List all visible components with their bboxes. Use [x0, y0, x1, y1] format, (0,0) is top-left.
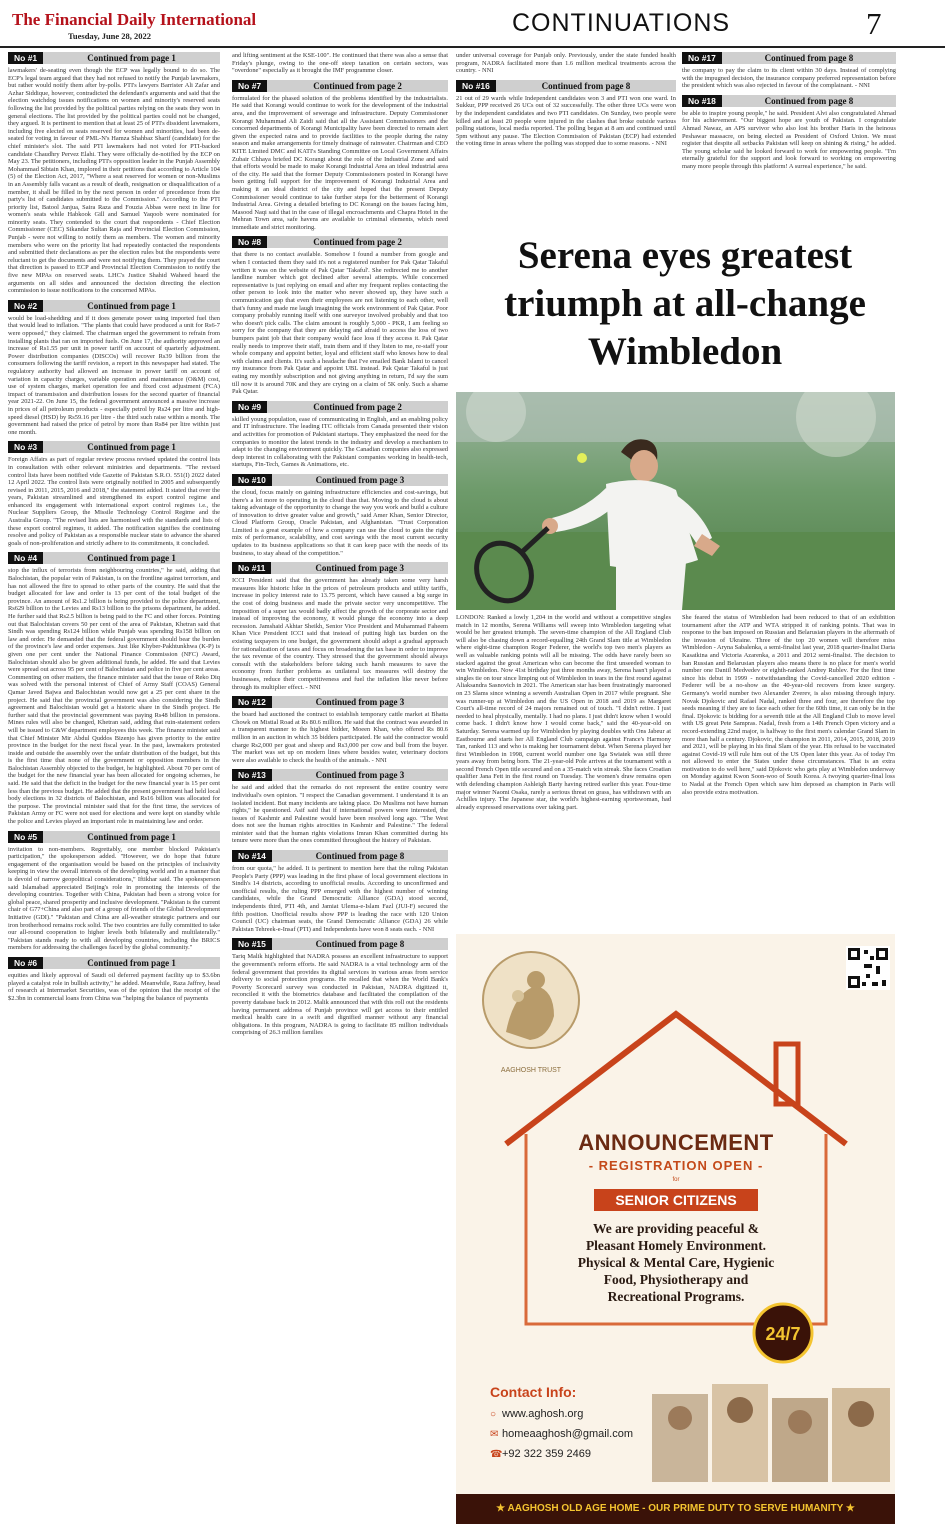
paper-title: The Financial Daily International	[12, 10, 257, 29]
continued-from-label: Continued from page 8	[541, 80, 631, 91]
continued-from-label: Continued from page 8	[764, 53, 854, 63]
continuation-block	[456, 52, 676, 75]
continued-from-label: Continued from page 1	[87, 553, 176, 564]
continuation-header	[682, 95, 896, 107]
continuation-header	[682, 52, 896, 64]
issue-date: Tuesday, June 28, 2022	[68, 31, 152, 41]
continuation-text: Tariq Malik highlighted that NADRA possess an excellent infrastructure to support the government's reform efforts. He said NADRA is a vital technology arm of the federal government that provides its digital services in various areas from service delivery to social protection programs. He recalled that when the World Bank's Poverty Scorecard survey was conducted in Pakistan, NADRA digitized it, reconciled it with the biometrics database and facilitated the compilation of the poverty database back in 2012. Malik announced that with this roll out the residents having permanent address of Punjab province will get access to their entitled medical health care in a swift and dignified manner without any financial obligations. In this program, NADRA is going to facilitate 85 million individuals comprising of 26.3 million families	[232, 953, 448, 1037]
continuation-number: No #5	[8, 831, 43, 843]
continuation-header	[8, 957, 220, 969]
continuation-text: 21 out of 29 wards while Independent candidates won 3 and PTI won one ward. In Sukkur, PPP received 26 UCs out of 32 successfully. The other three UCs were won by the independent candidates and two PTI candidates. On Sunday, two people were killed and at least 20 people were injured in the clashes that broke outside various polling stations, local media reported. The polling began at 8 am and continued until 5pm without any pause. The Election Commission of Pakistan (ECP) had extended the voting time in areas where the polling was stopped due to some reasons. - NNI	[456, 94, 676, 148]
email-link[interactable]: ✉ homeaaghosh@gmail.com	[490, 1428, 634, 1440]
continuation-text: the board had auctioned the contract to establish temporary cattle market at Bhatta Chowk on Mistial Road at Rs 80.6 million. He said that the contract was awarded in a transparent manner to the highest bidder, Moeen Khan, who offered Rs 80.6 million in an auction in which 35 bidders participated. He said the contractor would charge Rs2,000 per goat and sheep and Rs3,000 per cow and bull from the buyer. The market was set up on modern lines where besides water, veterinary doctors were also available to check the health of the animals. - NNI	[232, 711, 448, 764]
continuation-block	[232, 52, 448, 75]
continuation-header	[8, 831, 220, 843]
continued-from-label: Continued from page 1	[87, 957, 176, 968]
continuation-text: he said and added that the remarks do not represent the entire country were individual's own opinion. "I respect the Canadian government. I understand it is an isolated incident. But many incidents are taking place. Do Muslims not have human rights," he questioned. Asif said that if international powers were interested, the issues of Kashmir and Palestine would have been resolved long ago. "The West does not see the human rights atrocities in Kashmir and Palestine." The federal minister said that the human rights violations Imran Khan committed during his tenure were more than the ones committed throughout the history of Pakistan.	[232, 784, 448, 845]
continuation-text: and lifting sentiment at the KSE-100". He continued that there was also a sense that Friday's plunge, owing to the one-off steep taxation on certain sectors, was "overdone" especially as it brought the IMF programme closer.	[232, 52, 448, 75]
continuation-text: equities and likely approval of Saudi oil deferred payment facility up to $3.6bn played a catalyst role in bullish activity," he added. Meanwhile, Raza Jaffrey, head of research at Intermarket Securities, was of the opinion that the receipt of the $2.3bn in commercial loans from China was "helping the balance of payments	[8, 971, 220, 1002]
continuation-header	[8, 552, 220, 564]
continuation-number: No #18	[682, 95, 722, 107]
continuation-block	[8, 957, 220, 1002]
continuation-header	[232, 236, 448, 248]
continuation-block	[232, 236, 448, 395]
continuation-number: No #12	[232, 696, 272, 708]
phone-link[interactable]: ☎+92 322 359 2469	[490, 1448, 592, 1460]
continuation-text: under universal coverage for Punjab only. Previously, under the state funded health program, NADRA facilitated more than 1.6 million medical treatments across the country. - NNI	[456, 52, 676, 75]
continued-from-label: Continued from page 3	[315, 474, 405, 485]
continuation-text: Foreign Affairs as part of regular review process revised updated the control lists in consultation with other relevant ministries and departments. "The revised control lists have been notified vide Gazette of Pakistan S.R.O. 551(I) 2022 dated 12 April 2022. The control lists were originally notified in 2005 and subsequently revised in 2011, 2015, 2016 and 2018," the statement added. It stated that over the years, Pakistan streamlined and strengthened its export control regime and enhanced its engagement with international export control regimes i.e., the Nuclear Suppliers Group, the Missile Technology Control Regime and the Australia Group. "The revised lists are harmonised with the standards and lists of these export control regimes, it added. The notification signifies the continuing resolve and policy of Pakistan as a responsible nuclear state to advance the shared goals of non-proliferation and strictly adhere to its commitments, it concluded.	[8, 456, 220, 547]
continuation-header	[456, 80, 676, 92]
continued-from-label: Continued from page 3	[315, 697, 405, 708]
continued-from-label: Continued from page 8	[315, 851, 405, 862]
continuation-header	[232, 562, 448, 574]
aaghosh-advertisement	[456, 934, 895, 1524]
continuation-number: No #2	[8, 300, 43, 312]
continuation-block	[232, 938, 448, 1037]
senior-photos-collage	[652, 1374, 892, 1486]
continued-from-label: Continued from page 8	[764, 95, 854, 106]
continuation-block	[232, 80, 448, 232]
section-title: CONTINUATIONS	[512, 9, 731, 37]
aaghosh-logo	[476, 940, 586, 1080]
for-label: for	[672, 1177, 680, 1183]
tennis-photo	[456, 392, 895, 610]
continued-from-label: Continued from page 1	[87, 831, 176, 842]
continuation-text: skilled young population, ease of communicating in English, and an enabling policy and IT infrastructure. The leading ITC officials from Canada presented their vision and activities for promotion of Pakistani startups. They emphasized the need for the companies to monitor the latest trends in the industry and develop a mechanism to adapt to the changing environment quickly. The Canadian companies also expressed deep interest in collaborating with the Pakistani companies working in health-tech, startups, Fin-Tech, Games & Animations, etc.	[232, 415, 448, 469]
continuation-number: No #1	[8, 52, 43, 64]
continuation-text: be able to inspire young people," he said. President Alvi also congratulated Ahmad for his achievement. "Our biggest hope are youth of Pakistan. I congratulate Ahmad Nawaz, an APS survivor who also lost his brother Haris in the heinous Peshawar massacre, on being elected as President of Oxford Union. We must register that despite all setbacks Pakistan will keep on shining & rising," he added. The young scholar said he looked forward to work for empowering people. "I'm eternally grateful for the support and look forward to working on empowering many more people through this platform! A surreal experience," he said.	[682, 109, 896, 170]
page-number: 7	[866, 6, 882, 41]
continued-from-label: Continued from page 2	[313, 80, 402, 91]
column-4	[682, 52, 896, 234]
globe-icon: ○	[490, 1409, 497, 1420]
continuation-block	[8, 52, 220, 295]
star-icon: ★	[845, 1503, 855, 1514]
logo-text: AAGHOSH TRUST	[500, 1067, 562, 1074]
website-link[interactable]: ○ www.aghosh.org	[490, 1408, 584, 1420]
contact-info-title: Contact Info:	[490, 1384, 577, 1400]
continuation-number: No #6	[8, 957, 43, 969]
continued-from-label: Continued from page 3	[315, 770, 405, 781]
continuation-text: invitation to non-members. Regrettably, one member blocked Pakistan's participation," the spokesperson added. "However, we do hope that future engagement of the organisation would be based on the principles of inclusivity keeping in view the overall interests of the developing world and in a manner that is devoid of narrow geopolitical considerations," Iftikhar said. The spokesperson said Islamabad appreciated Beijing's role in promoting the interests of the developing countries. Together with China, Pakistan had been a strong voice for global peace, shared prosperity and inclusive development. "Pakistan is the current chair of G77+China and also part of a group of friends of the Global Development Initiative (GDI)." "Pakistan and China are all-weather strategic partners and our iron brotherhood remains rock solid. The two countries are fully committed to take our all-round cooperation to higher levels both bilaterally and multilaterally." "Pakistan stands ready to with all developing countries, including the BRICS members for addressing the challenges faced by the global community."	[8, 845, 220, 952]
twenty-four-seven-badge	[752, 1302, 814, 1364]
qr-code[interactable]	[846, 946, 890, 990]
continuation-header	[232, 850, 448, 862]
continuation-block	[232, 769, 448, 845]
continuation-block	[232, 474, 448, 557]
continuation-text: the cloud, focus mainly on gaining infrastructure efficiencies and cost-savings, but there's a lot more to operating in the cloud than that. Moving to the cloud is about taking advantage of the opportunity to change the way you work and build a culture of innovation to drive greater value and growth," said Amer Khan, Senior Director, Cloud Platform Group, Oracle Pakistan, and Afghanistan. "Trust Corporation Limited is a great example of how a company can use the cloud to gain the right mix of performance, scalability, and cost savings with the most current security updates to its business applications so that it can keep pace with the needs of its business, to stay ahead of the competition."	[232, 488, 448, 557]
continued-from-label: Continued from page 2	[313, 401, 402, 412]
continuation-block	[456, 80, 676, 148]
continuation-header	[232, 401, 448, 413]
continued-from-label: Continued from page 3	[315, 563, 404, 574]
continuation-header	[232, 769, 448, 781]
continuation-block	[8, 552, 220, 825]
continuation-number: No #10	[232, 474, 272, 486]
continuation-block	[232, 696, 448, 764]
continuation-number: No #7	[232, 80, 267, 92]
continuation-block	[232, 850, 448, 933]
continuation-number: No #11	[232, 562, 271, 574]
continuation-block	[8, 441, 220, 547]
senior-citizens-banner: SENIOR CITIZENS	[594, 1189, 758, 1211]
continuation-header	[8, 300, 220, 312]
continued-from-label: Continued from page 8	[315, 939, 405, 950]
continued-from-label: Continued from page 1	[87, 300, 176, 311]
feature-story-left: LONDON: Ranked a lowly 1,204 in the world and without a competitive singles match in 12 months, Serena Williams will sweep into Wimbledon targeting what would be her greatest triumph. The seven-time champion of the All England Club will also be chasing down a record-equalling 24th Grand Slam title at Wimbledon where eight-time champion Roger Federer, the world's top two men's players as well as valuable ranking points will all be missing. The odds have rarely been so stacked against the great American who can become the first unseeded woman to win Wimbledon. Now 41st birthday just three months away, Serena hasn't played a singles tie on tour since limping out of Wimbledon in tears in the first round against Aliaksandra Sasnovich in 2021. The American star has been frustratingly marooned on 23 Slams since winning a seventh Australian Open in 2017 while pregnant. She was runner-up at Wimbledon and the US Open in 2018 and 2019 as Margaret Court's all-time record of 24 majors remained out of touch. "I didn't retire. I just needed to heal physically, mentally. I had no plans. I just didn't know when I would come back. I didn't know how I would come back," said the 40-year-old on Saturday. Serena warmed up for Wimbledon by playing doubles with Ons Jabeur at Eastbourne and starts her All England Club campaign against France's Harmony Tan, ranked 113 and who is making her tournament debut. When Serena played her first Wimbledon in 1998, current world number one Iga Swiatek was still three years away from being born. The 21-year-old Pole arrives at the tournament with a second French Open title secured and on a 35-match win streak. She faces Croatian qualifier Jana Fett in the first round on Tuesday. The women's draw remains open with defending champion Ashleigh Barty having retired earlier this year. Four-time major winner Naomi Osaka, rarely a serious threat on grass, has withdrawn with an Achilles injury. The Japanese star, the world's highest-earning sportswoman, had already expressed reservations over taking part.	[456, 614, 671, 811]
feature-headline: Serena eyes greatest triumph at all-change Wimbledon	[504, 234, 866, 373]
continuation-header	[232, 474, 448, 486]
continuation-block	[8, 831, 220, 952]
ad-body-text: We are providing peaceful & Pleasant Homely Environment. Physical & Mental Care, Hygienic Food, Physiotherapy and Recreational Programs.	[577, 1221, 775, 1304]
continuation-text: formulated for the phased solution of the problems identified by the industrialists. He said that Korangi would continue to work for the development of the industrial area, and the improvement of sewerage and infrastructure. Deputy Commissioner Korangi Muhammad Ali Zaidi said that all the Assistant Commissioners and the concerned departments of Korangi Municipality have been directed to remain alert given the expected rains and to provide facilities to the people during the rainy season and make arrangements for timely drainage of rainwater. Chairman and CEO KITE Limited DMC and KATI's Standing Committee on Local Government Affairs Zubair Chhaya briefed DC Korangi about the role of the Industrial Zone and said that efforts would be made to make Korangi Industrial Area an ideal industrial area of the city. He said that the former Deputy Commissioners posted in Korangi have been getting full support for the improvement of Korangi Industrial Area and making it an ideal district of the city and hoped that the present Deputy Commissioner would continue to take further steps for the betterment of Korangi Industrial Area. Giving a detailed briefing to DC Korangi on the issues facing him, Masood Naqi said that in the case of illegal encroachments and Chapra Hotel in the Mehran Town area, safe havens are available to criminal elements, which need immediate and strict monitoring.	[232, 94, 448, 231]
continued-from-label: Continued from page 2	[313, 237, 402, 248]
registration-open-label: - REGISTRATION OPEN -	[588, 1158, 764, 1173]
continuation-number: No #13	[232, 769, 272, 781]
continued-from-label: Continued from page 1	[87, 53, 176, 63]
feature-story-right: She feared the status of Wimbledon had been reduced to that of an exhibition tournament after the ATP and WTA stripped it of ranking points. That was in response to the ban imposed on Russian and Belarusian players in the aftermath of the invasion of Ukraine. Three of the top 20 women will therefore miss Wimbledon - Aryna Sabalenka, a semi-finalist last year, 2018 quarter-finalist Daria Kasatkina and Victoria Azarenka, a 2011 and 2012 semi-finalist. The decision to ban Russian and Belarusian players also means there is no place for men's world number one Daniil Medvedev or eighth-ranked Andrey Rublev. For the first time since his debut in 1999 - notwithstanding the Covid-cancelled 2020 edition - Federer will be a no-show as the 40-year-old recovers from knee surgery. Germany's world number two Alexander Zverev, is also missing through injury. Novak Djokovic and Rafael Nadal, ranked three and four, are therefore the top seeds meaning if they are to face each other for the 60th time, it can only be in the final. Djokovic is bidding for a seventh title at the All England Club to move level with US great Pete Sampras. Nadal, fresh from a 14th French Open victory and a record-extending 22nd major, is halfway to the first men's calendar Grand Slam in more than half a century. Djokovic, the champion in 2011, 2014, 2015, 2018, 2019 and 2021, will be playing in his final Slam of the year. His refusal to be vaccinated against Covid-19 will rule him out of the US Open later this year. As of today I'm not allowed to enter the States under these circumstances. That is an extra motivation to do well here," said Djokovic who gets play at Wimbledon underway on Monday against Kwon Soon-woo of South Korea. A twoying quarter-final loss to Nadal at the French Open which saw him deposed as champion in Paris will also provide extra motivation.	[682, 614, 895, 796]
column-3	[456, 52, 676, 234]
continuation-block	[232, 562, 448, 691]
column-1	[8, 52, 220, 1524]
ad-footer-banner: ★ AAGHOSH OLD AGE HOME - OUR PRIME DUTY TO SERVE HUMANITY ★	[456, 1494, 895, 1524]
phone-icon: ☎	[490, 1449, 503, 1460]
continuation-text: stop the influx of terrorists from neighbouring countries," he said, adding that Balochistan, the popular vein of Pakistan, is on the frontline against terrorism, and has not allowed the fire to spread to other parts of the country. He said that the budget allocated for law and order is 13 per cent of the total budget of the province. An amount of Rs1.2 billion is being provided to the police department, Rs629 billion to the Levies and Rs13 billion to the prisons department, he added. He further said that Rs2.5 billion is being paid to the FC and other forces. Pointing out that Balochistan covers 50 per cent of the area of Pakistan, Khetran said that Sindh was spending Rs124 billion while Punjab was spending Rs158 billion on law and order. He demanded that the federal government should bear the burden of the province's law and order expenses. Just like Khyber-Pakhtunkhwa (K-P) is given one per cent under the National Finance Commission (NFC) Award, Balochistan should also be given additional funds, he added. He said that Levies were spread out across 95 per cent of Balochistan and police in five per cent areas. Commenting on other matters, the finance minister said that the issue of Reko Diq was solved with the personal interest of Chief of Army Staff (COAS) General Qamar Javed Bajwa and Balochistan would now get a 25 per cent share in the project. He said that the provincial government was also considering the Sindh agreement and Balochistan would get a historic share in the Sindh project. He further said that the provincial government was paying Rs48 billion in pensions. Mines rules will also be changed, Khetran said, adding that ruin-statement orders will be issued to C&W department employees this week. The finance minister said that Chief Minister Mir Abdul Quddos Bizenjo has given priority to the entire province in the budget for the next fiscal year. In the past, lawmakers protested inside and outside the assembly over the unfair distribution of the budget, but this is the first time that none of the government or opposition members in the Balochistan Assembly objected to the budget, he highlighted. About 70 per cent of the budget for the new financial year has been allocated for ongoing schemes, he said. He said that the deficit in the budget for the new financial year is 15 per cent less than the previous budget. He added that the present government had held local body elections in 32 districts of Balochistan, and Rs16 billion was allocated for the purpose. The provincial minister said that for the first time, the services of Pakistan Army or FC were not used for elections and were kept on standby while the police and Levies played an important role in maintaining law and order.	[8, 567, 220, 826]
continuation-header	[232, 80, 448, 92]
continuation-text: the company to pay the claim to its client within 30 days. Instead of complying with the impugned decision, the insurance company preferred representation before the president which was also rejected in favour of the complainant. - NNI	[682, 67, 896, 90]
continuation-text: ICCI President said that the government has already taken some very harsh measures like historic hike in the prices of petroleum products and utility tariffs, increase in policy interest rate to 13.75 percent, which have caused a big surge in the cost of doing business and made the private sector very uncompetitive. The imposition of a super tax would badly affect the growth of the corporate sector and instead of improving the economy, it would plunge the economy into a deep recession. Jamshaid Akhtar Sheikh, Senior Vice President and Muhammad Faheem Khan Vice President ICCI said that instead of putting high tax burden on the existing taxpayers in one budget, the government should adopt a gradual approach for rationalization of taxes and focus on broadening the tax base in order to improve the tax revenue of the country. They stressed that the government should always consult with the stakeholders before taking such harsh measures to save the economy from further problems as unilateral tax measures will destroy the businesses, reduce their competitiveness and fuel the inflation like never before through its multiplier effect. - NNI	[232, 577, 448, 691]
continuation-text: lawmakers' de-seating even though the ECP was legally bound to do so. The ECP's legal team argued that they had not refused to notify the Punjab lawmakers, but rather would notify them after by-polls. PTI's lawyers Barrister Ali Zafar and Azhar Siddique, however, contradicted the defendant's arguments and said that the election watchdog issues notifications on women and minority's reserved seats following the list provided by the political parties relying on the seats they won in general elections. The list provided by the political parties could not be changed, they argued. It is pertinent to mention that at least 25 of PTI's dissident lawmakers, including five elected on seats reserved for women and minorities, had been de-seated for voting in favour of PML-N's Hamza Shahbaz Sharif (candidate) for the chief minister's slot. The said PTI lawmakers had not voted for PTI-backed candidate Chaudhry Pervez Elahi. They were officially de-notified by the ECP on May 23. The petitioners, including PTI's opposition leader in the Punjab Assembly Mohammad Sibtain Khan, implored in their petitions that according to Article 104 (5) of the Election Act, 2017, "Where a seat reserved for women or non-Muslims in an Assembly falls vacant as a result of death, resignation or disqualification of a member, it shall be filled in by the next person in order of precedence from the party's list of candidates submitted to the Commission." According to the PTI priority list, Batool Janjua, Saira Raza and Fouzia Abbas were next in line for women's seats while Habkook Gill and Samuel Yaqoob were nominated for minority seats. They contended to the court that respondents - Chief Election Commissioner (CEC) Sikandar Sultan Raja and Provincial Election Commission, Punjab - were not willing to notify them as members. The women and minority members who were on the priority list had repeatedly contacted the respondents and submitted their declarations as per the election rules but the respondents were reluctant to get the documents and were not notifying them. They prayed the court that direction is passed to ECP and Provincial Election Commission to notify the five new MPAs on reserved seats. LHC's Justice Shahid Waheed heard the arguments on all sides and announced the decision directing the election commission to issue notifications to the concerned MPAs.	[8, 67, 220, 295]
continued-from-label: Continued from page 1	[87, 442, 176, 453]
continuation-header	[8, 441, 220, 453]
continuation-text: that there is no contact available. Somehow I found a number from google and when I contacted them they said it's not a registered number for Pak Qatar Takaful written it was on the website of Pak Qatar 'Takaful'. She redirected me to another landline number which got declined after several attempts. While concerned representative is just replying on email and after my frequent replies contacting the other person to look into the matter who never showed up, they have such a communication gap that even their employees are not listening to each other, well that's funny and made me laugh imagining the work environment of Pak Qatar. Poor company probably running itself with one surveyor involved probably and that too who doesn't pick calls. The claim amount is roughly 5,000 - PKR, I am feeling so sorry for the company that they are delaying and afraid to access the loss of two bumpers paint job that their company would face loss if they access it. Pak Qatar really needs to improve their staff, train them and if they listen to me, re-staff your whole company and appoint better, loyal and efficient staff who knows how to deal with claims and clients. It's such a headache that I've emailed Bank Islami to cancel my insurance from Pak Qatar and appoint UBL instead. Pak Qatar Takaful is just eating my monthly subscription and not giving anything in return, I'd say the sum till now it is around 70K and they are crying on a claim of 5K only. Such a shame Pak Qatar.	[232, 251, 448, 396]
continuation-block	[8, 300, 220, 437]
announcement-heading: ANNOUNCEMENT	[578, 1130, 774, 1155]
continuation-header	[232, 938, 448, 950]
badge-text: 24/7	[765, 1324, 801, 1344]
continuation-number: No #17	[682, 52, 722, 64]
continuation-block	[682, 95, 896, 171]
continuation-block	[232, 401, 448, 469]
email-icon: ✉	[490, 1429, 499, 1440]
continuation-block	[682, 52, 896, 90]
continuation-header	[232, 696, 448, 708]
continuation-text: would be load-shedding and if it does generate power using imported fuel then that would lead to inflation. "The plants that could have produced a unit for Rs6-7 were opposed," they claimed. The chairman urged the government to refrain from installing plants that ran on imported fuels. On June 17, the authority approved an increase of Rs1.55 per unit in power tariff on account of quarterly adjustment. Power distribution companies (DISCOs) will recover Rs39 billion from the consumers following the tariff revision, a report in this newspaper had stated. The regulatory authority had allowed an increase in power tariff on account of variation in capacity charges, variable operation and maintenance (O&M) cost, use of system charges, market operation fee and fixed cost adjustment (FCA) impact of transmission and distribution losses for the second quarter of financial year 2021-22. On June 15, the federal government announced a massive increase in prices of all petroleum products - especially petrol by Rs24 per litre and high-speed diesel (HSD) by Rs59.16 per litre - the third such raise within a month. The government had raised the price of petrol by more than Rs84 per litre within just one month.	[8, 314, 220, 436]
continuation-number: No #3	[8, 441, 43, 453]
continuation-number: No #9	[232, 401, 267, 413]
masthead	[0, 0, 945, 48]
continuation-number: No #8	[232, 236, 267, 248]
continuation-text: from our quota," he added. It is pertinent to mention here that the ruling Pakistan People's Party (PPP) was leading in the first phase of local government elections in Sindh's 14 districts, according to unofficial results. According to unconfirmed and unofficial results, the ruling PPP emerged with the highest number of winning candidates, while the Grand Democratic Alliance (GDA) stood second, independents third, PTI 4th, and Jamiat Ulema-e-Islam Fazl (JUI-F) secured the fifth position. Unofficial results show PPP is leading the race with 120 Union Council (UC) chairman seats, the Grand Democratic Alliance (GDA) 26 while Pakistan Tehreek-e-Insaf (PTI) and Independents have won 8 seats each. - NNI	[232, 865, 448, 933]
star-icon: ★	[496, 1503, 506, 1514]
column-2	[232, 52, 448, 1524]
continuation-number: No #15	[232, 938, 272, 950]
continuation-number: No #4	[8, 552, 43, 564]
continuation-number: No #14	[232, 850, 272, 862]
continuation-header	[8, 52, 220, 64]
continuation-number: No #16	[456, 80, 496, 92]
